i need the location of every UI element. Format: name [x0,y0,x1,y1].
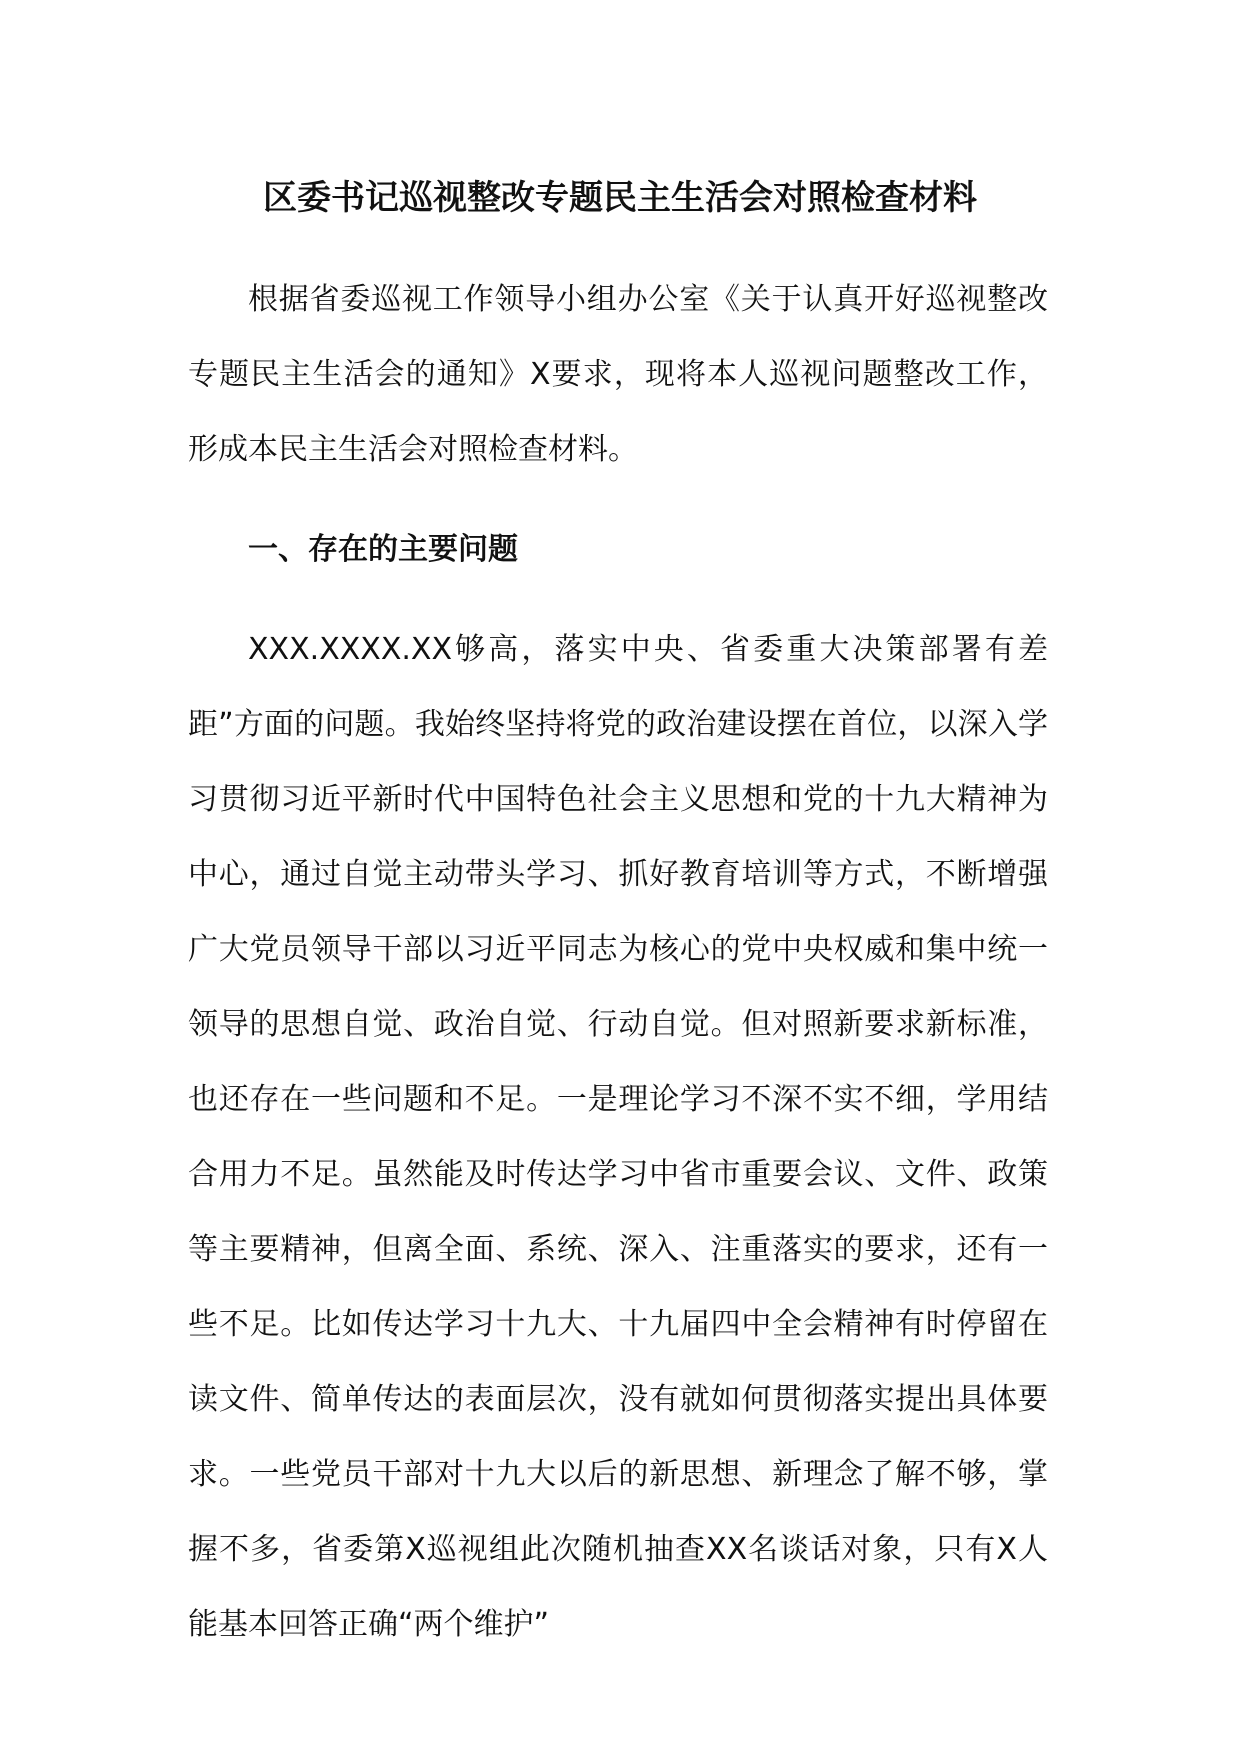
section-heading: 一、存在的主要问题 [248,532,518,567]
section-body-paragraph: XXX.XXXX.XX够高，落实中央、省委重大决策部署有差距”方面的问题。我始终坚持将党的政治建设摆在首位，以深入学习贯彻习近平新时代中国特色社会主义思想和党的十九大精神为中心，通过自觉主动带头学习、抓好教育培训等方式，不断增强广大党员领导干部以习近平同志为核心的党中央权威和集中统一领导的思想自觉、政治自觉、行动自觉。但对照新要求新标准，也还存在一些问题和不足。一是理论学习不深不实不细，学用结合用力不足。虽然能及时传达学习中省市重要会议、文件、政策等主要精神，但离全面、系统、深入、注重落实的要求，还有一些不足。比如传达学习十九大、十九届四中全会精神有时停留在读文件、简单传达的表面层次，没有就如何贯彻落实提出具体要求。一些党员干部对十九大以后的新思想、新理念了解不够，掌握不多，省委第X巡视组此次随机抽查XX名谈话对象，只有X人能基本回答正确“两个维护” [188,632,1048,1642]
document-title: 区委书记巡视整改专题民主生活会对照检查材料 [263,178,977,218]
intro-paragraph: 根据省委巡视工作领导小组办公室《关于认真开好巡视整改专题民主生活会的通知》X要求，现将本人巡视问题整改工作，形成本民主生活会对照检查材料。 [188,282,1048,467]
